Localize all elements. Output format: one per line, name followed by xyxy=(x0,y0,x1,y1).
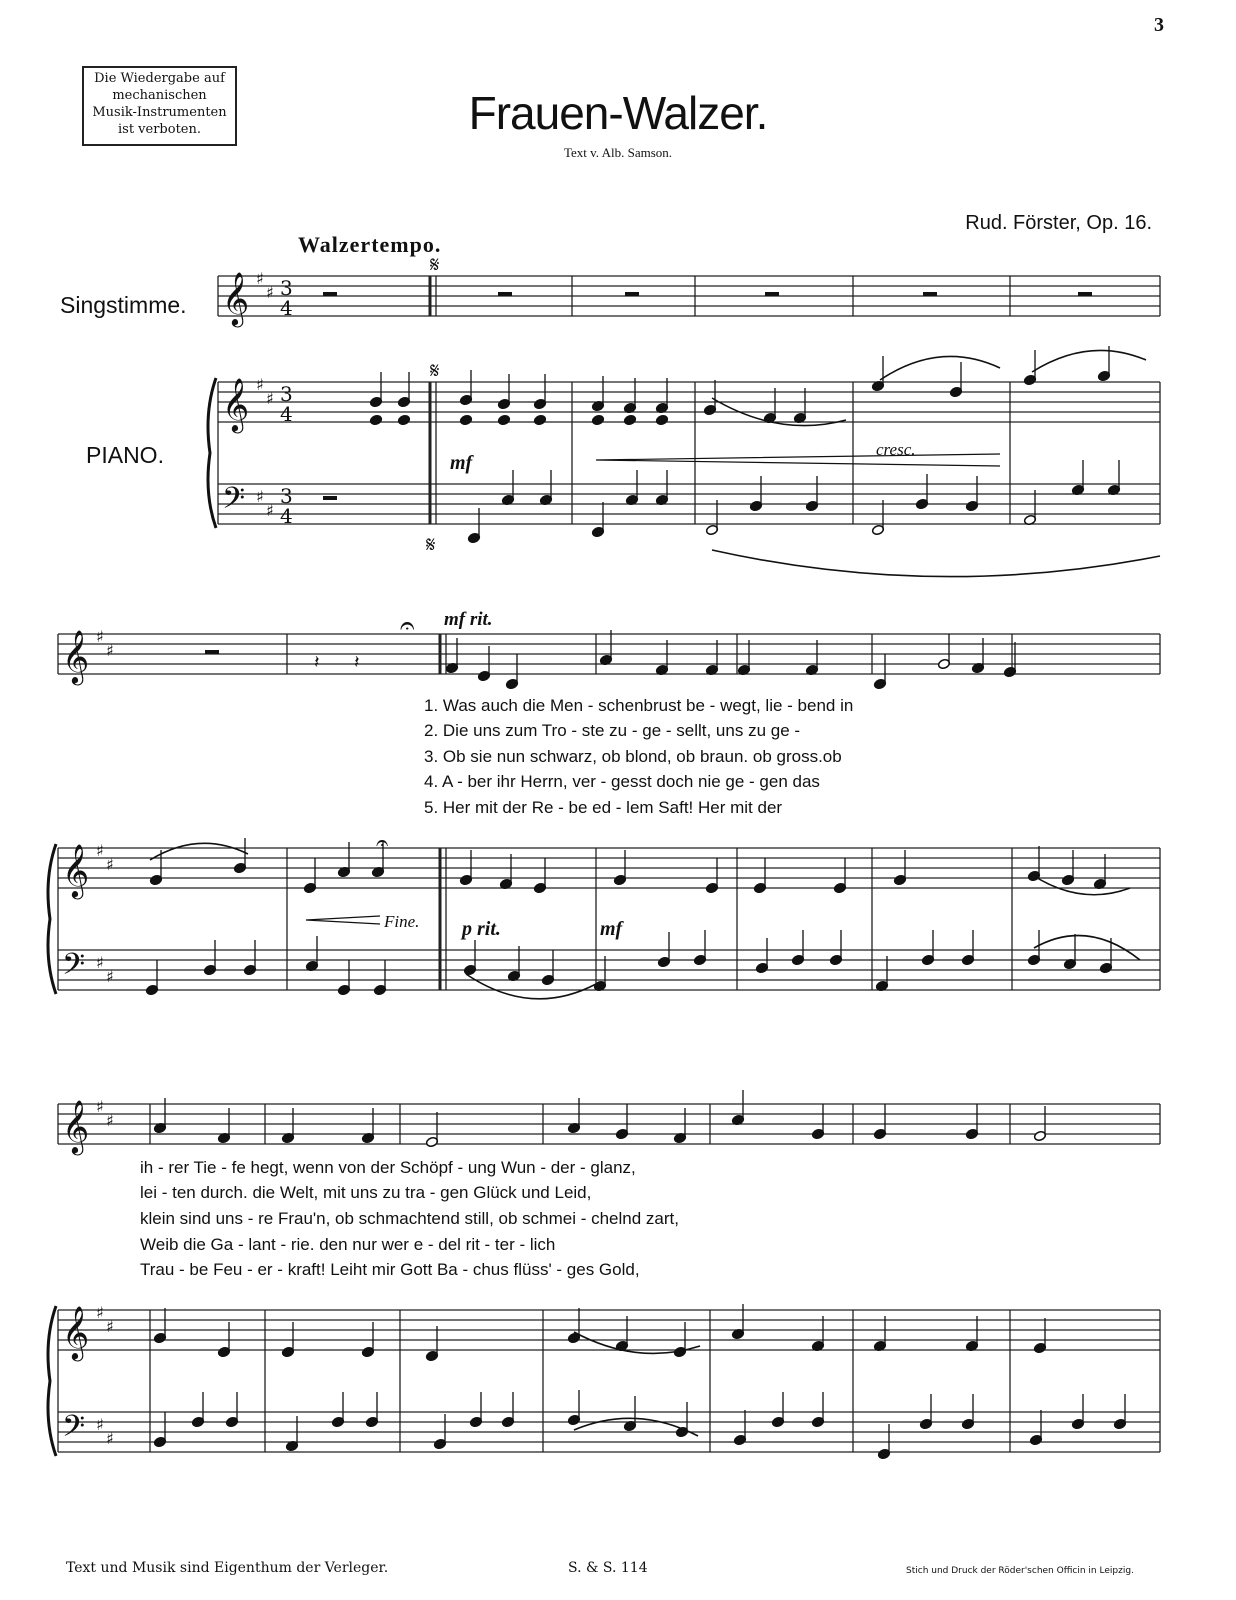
whole-rest xyxy=(205,650,219,654)
note-head xyxy=(397,414,410,425)
segno-icon: 𝄋 xyxy=(430,253,440,278)
sharp-icon: ♯ xyxy=(106,1429,114,1448)
slur xyxy=(1034,936,1140,961)
whole-rest xyxy=(323,496,337,500)
sharp-icon: ♯ xyxy=(106,855,114,874)
note-head xyxy=(533,414,546,425)
sharp-icon: ♯ xyxy=(106,1111,114,1130)
lyric-verse-1: 1. Was auch die Men - schenbrust be - wegt, lie - bend in xyxy=(424,696,854,715)
sharp-icon: ♯ xyxy=(106,967,114,986)
sharp-icon: ♯ xyxy=(256,269,264,288)
segno-icon: 𝄋 xyxy=(426,533,436,558)
time-signature-numerator: 3 xyxy=(280,382,293,406)
note-head xyxy=(497,414,510,425)
sharp-icon: ♯ xyxy=(96,953,104,972)
voice-staff-label: Singstimme. xyxy=(60,292,187,318)
song-title: Frauen-Walzer. xyxy=(468,87,768,139)
sharp-icon: ♯ xyxy=(96,841,104,860)
lyric-verse-2: lei - ten durch. die Welt, mit uns zu tra - gen Glück und Leid, xyxy=(140,1183,592,1202)
mf-rit-marking: mf rit. xyxy=(444,609,493,630)
note-head xyxy=(655,414,668,425)
slur xyxy=(466,974,596,999)
piano-staff-label: PIANO. xyxy=(86,442,164,468)
composer-credit: Rud. Förster, Op. 16. xyxy=(965,212,1152,234)
lyricist-credit: Text v. Alb. Samson. xyxy=(563,145,673,160)
sharp-icon: ♯ xyxy=(266,389,274,408)
lyric-verse-4: Weib die Ga - lant - rie. den nur wer e - del rit - ter - lich xyxy=(140,1235,556,1254)
treble-clef: 𝄞 xyxy=(222,271,250,325)
sharp-icon: ♯ xyxy=(96,1097,104,1116)
lyric-verse-4: 4. A - ber ihr Herrn, ver - gesst doch nie ge - gen das xyxy=(424,772,820,791)
treble-clef: 𝄞 xyxy=(62,1099,90,1153)
sharp-icon: ♯ xyxy=(256,487,264,506)
note-head xyxy=(369,414,382,425)
lyric-verse-3: 3. Ob sie nun schwarz, ob blond, ob braun. ob gross.ob xyxy=(424,747,842,766)
sharp-icon: ♯ xyxy=(256,375,264,394)
lyric-verse-2: 2. Die uns zum Tro - ste zu - ge - sellt, uns zu ge - xyxy=(424,721,801,740)
quarter-rest: 𝄽 xyxy=(314,652,320,673)
bass-clef: 𝄢 xyxy=(62,948,86,989)
treble-clef: 𝄞 xyxy=(62,629,90,683)
piano-brace xyxy=(48,844,56,994)
treble-clef: 𝄞 xyxy=(62,1305,90,1359)
crescendo-hairpin xyxy=(306,916,380,924)
lyric-verse-3: klein sind uns - re Frau'n, ob schmachtend still, ob schmei - chelnd zart, xyxy=(140,1209,679,1228)
p-rit-marking: p rit. xyxy=(462,918,501,940)
sharp-icon: ♯ xyxy=(266,501,274,520)
sharp-icon: ♯ xyxy=(96,1303,104,1322)
time-signature-numerator: 3 xyxy=(280,484,293,508)
note-head xyxy=(591,414,604,425)
sharp-icon: ♯ xyxy=(96,1415,104,1434)
fermata-icon: 𝄐 xyxy=(400,611,415,641)
slur xyxy=(1034,876,1130,895)
sharp-icon: ♯ xyxy=(96,627,104,646)
segno-icon: 𝄋 xyxy=(430,359,440,384)
treble-clef: 𝄞 xyxy=(62,843,90,897)
whole-rest xyxy=(765,292,779,296)
slur xyxy=(880,356,1000,380)
time-signature-denominator: 4 xyxy=(280,296,293,320)
fine-marking: Fine. xyxy=(384,912,420,931)
footer-engraver: Stich und Druck der Röder'schen Officin in Leipzig. xyxy=(906,1566,1134,1576)
bass-clef: 𝄢 xyxy=(62,1410,86,1451)
crescendo-hairpin xyxy=(596,454,1000,466)
reproduction-notice: Die Wiedergabe auf mechanischen Musik-Instrumenten ist verboten. xyxy=(82,66,237,146)
whole-rest xyxy=(1078,292,1092,296)
note-head xyxy=(459,414,472,425)
footer-plate-number: S. & S. 114 xyxy=(568,1560,648,1576)
time-signature-denominator: 4 xyxy=(280,402,293,426)
lyric-verse-5: Trau - be Feu - er - kraft! Leiht mir Gott Ba - chus flüss' - ges Gold, xyxy=(140,1260,640,1279)
dynamic-mf-second: mf xyxy=(600,918,623,940)
sharp-icon: ♯ xyxy=(106,641,114,660)
lyric-verse-5: 5. Her mit der Re - be ed - lem Saft! Her mit der xyxy=(424,798,783,817)
slur xyxy=(1032,350,1146,372)
whole-rest xyxy=(625,292,639,296)
sharp-icon: ♯ xyxy=(106,1317,114,1336)
time-signature-denominator: 4 xyxy=(280,504,293,528)
footer-copyright: Text und Musik sind Eigenthum der Verleger. xyxy=(66,1560,389,1576)
lyric-verse-1: ih - rer Tie - fe hegt, wenn von der Schöpf - ung Wun - der - glanz, xyxy=(140,1158,636,1177)
whole-rest xyxy=(923,292,937,296)
treble-clef: 𝄞 xyxy=(222,377,250,431)
piano-brace xyxy=(48,1306,56,1456)
piano-brace xyxy=(208,378,216,528)
whole-rest xyxy=(323,292,337,296)
dynamic-mf-piano: mf xyxy=(450,452,473,474)
page-number: 3 xyxy=(1154,14,1164,36)
bass-clef: 𝄢 xyxy=(222,482,246,523)
tempo-marking: Walzertempo. xyxy=(298,232,442,257)
cresc-marking: cresc. xyxy=(876,440,916,459)
time-signature-numerator: 3 xyxy=(280,276,293,300)
sharp-icon: ♯ xyxy=(266,283,274,302)
fermata-icon: 𝄐 xyxy=(376,831,389,856)
whole-rest xyxy=(498,292,512,296)
quarter-rest: 𝄽 xyxy=(354,652,360,673)
slur xyxy=(712,550,1160,577)
note-head xyxy=(623,414,636,425)
